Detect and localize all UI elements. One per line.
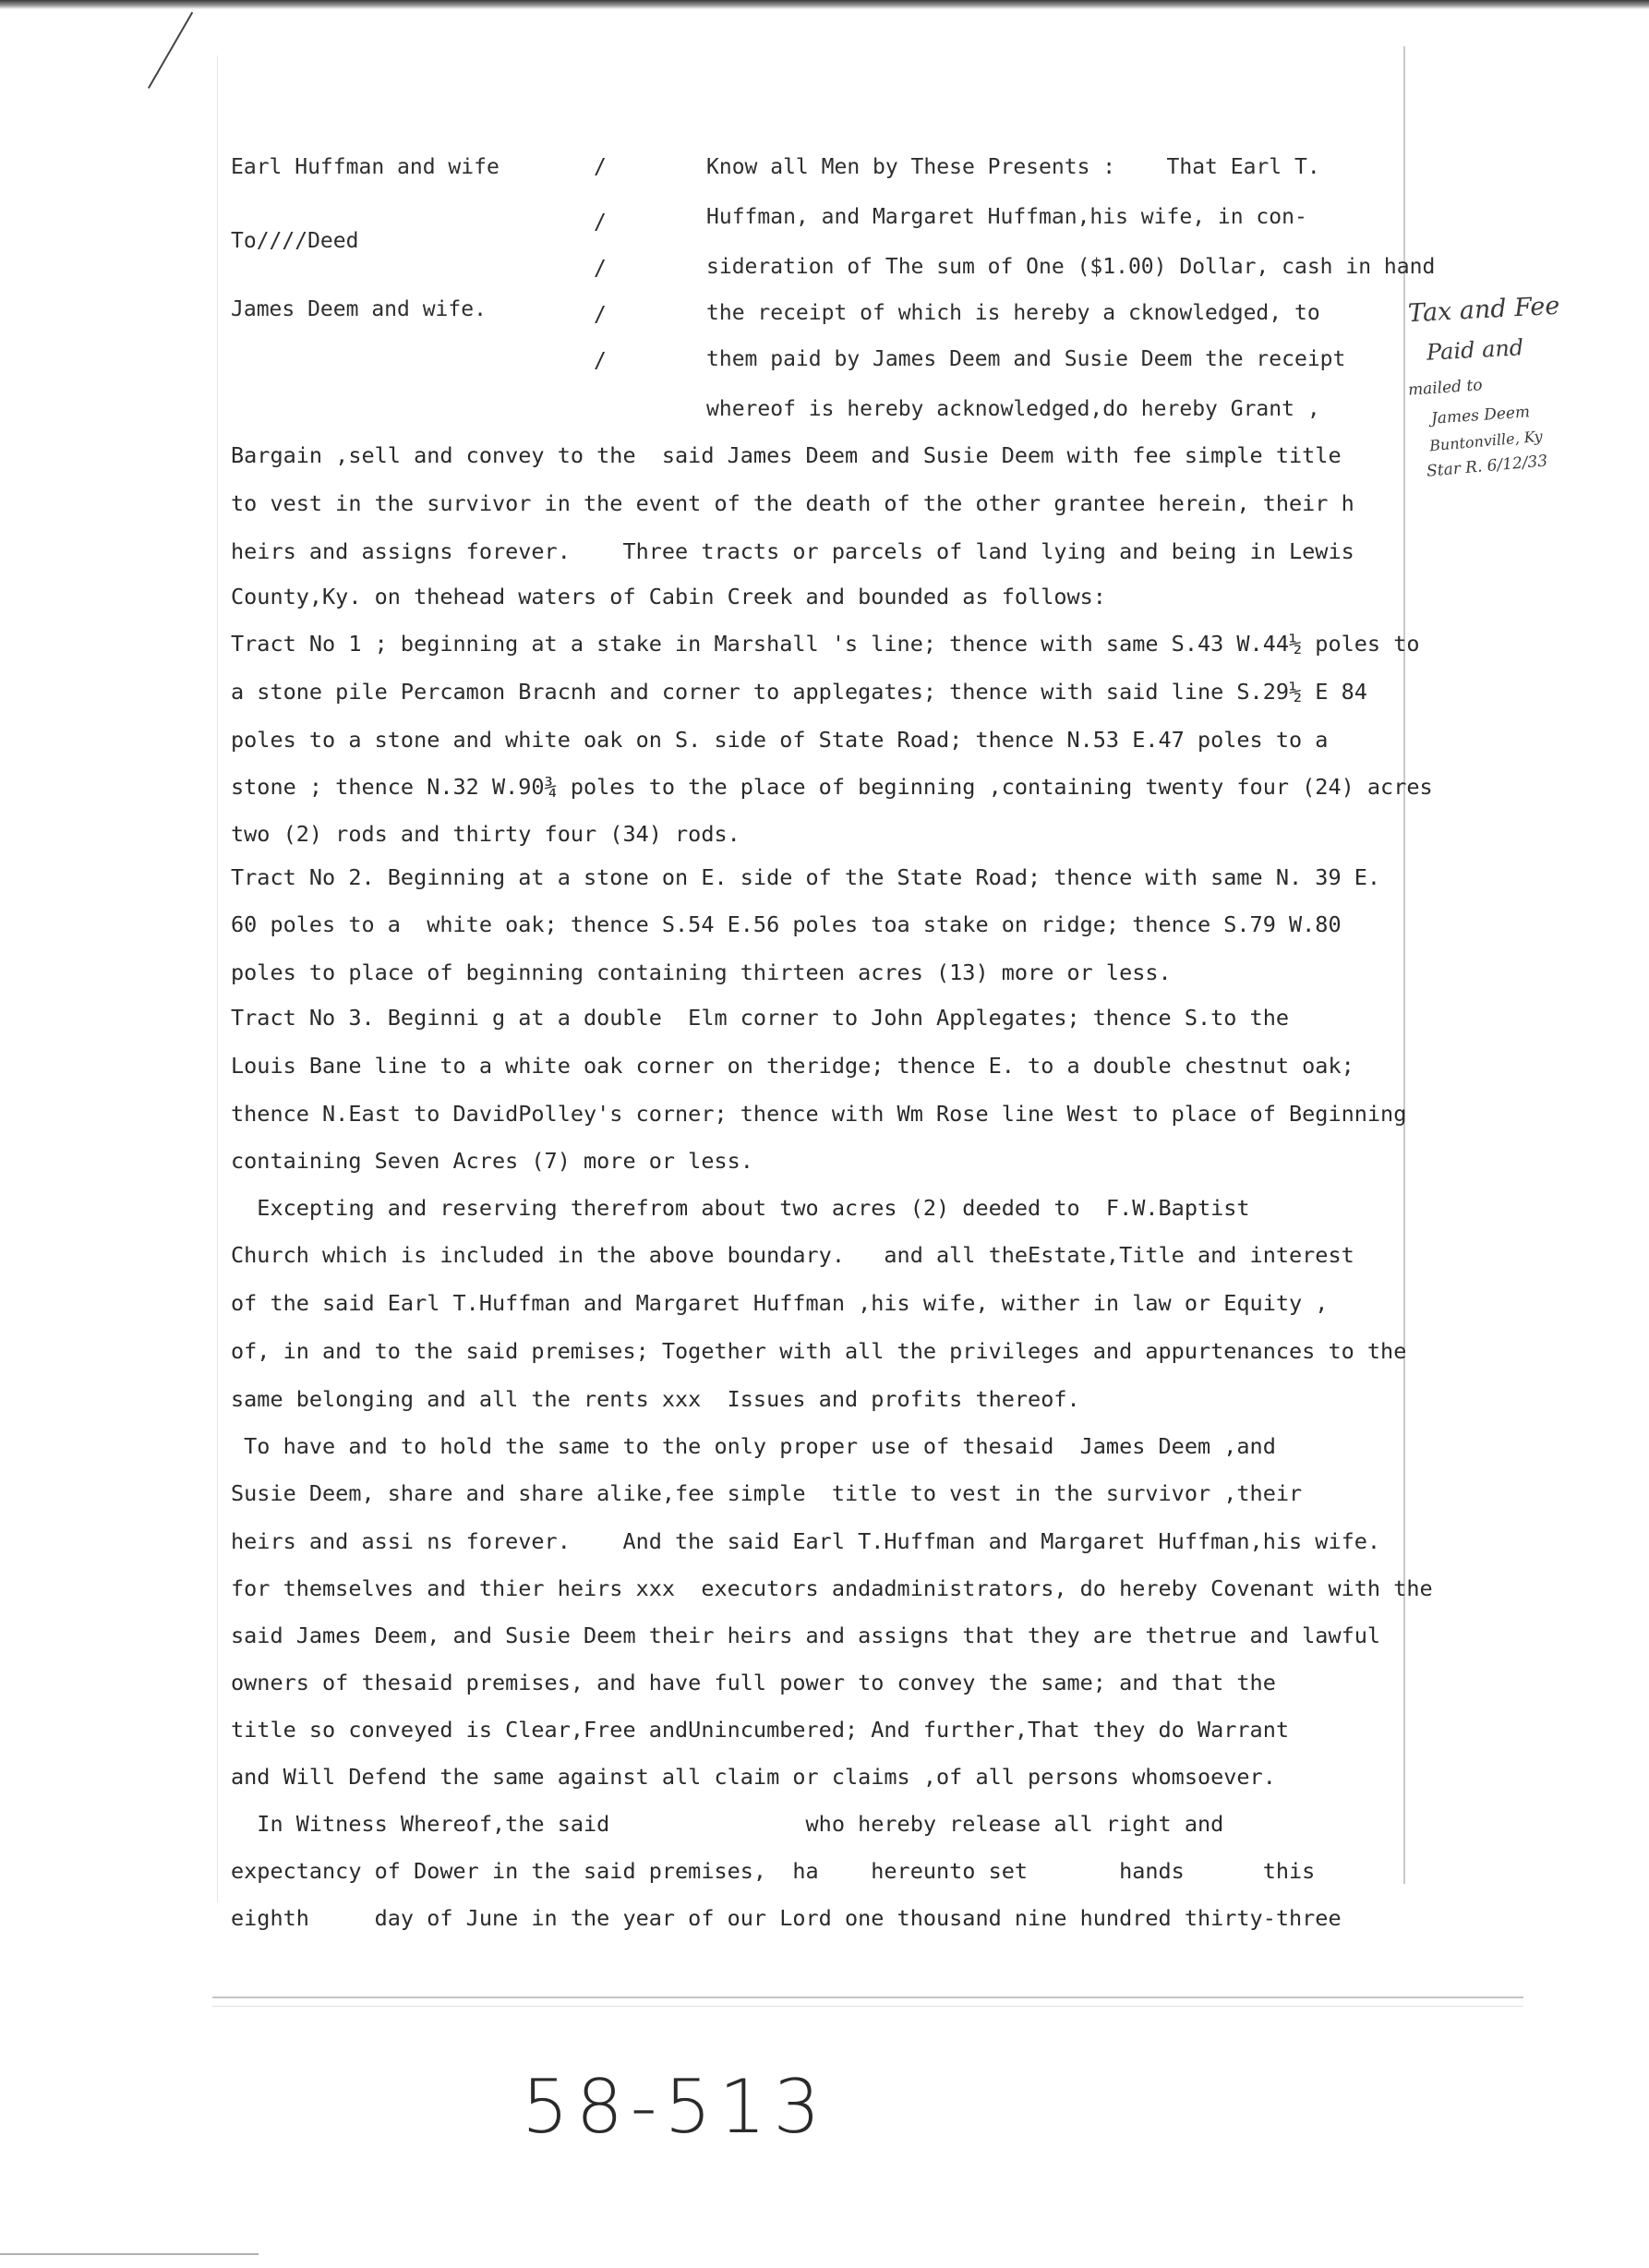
body-line: thence N.East to DavidPolley's corner; thence with Wm Rose line West to place of Beginning <box>231 1101 1407 1127</box>
body-line: Susie Deem, share and share alike,fee simple title to vest in the survivor ,their <box>231 1480 1303 1506</box>
margin-note-line: mailed to <box>1407 376 1484 400</box>
margin-note-line: James Deem <box>1430 403 1531 428</box>
body-line: Tract No 1 ; beginning at a stake in Marshall 's line; thence with same S.43 W.44½ poles to <box>231 631 1420 657</box>
preamble-line: whereof is hereby acknowledged,do hereby Grant , <box>706 397 1320 421</box>
body-line: poles to a stone and white oak on S. side of State Road; thence N.53 E.47 poles to a <box>231 727 1329 753</box>
caption-slash: / <box>594 257 607 281</box>
body-line: heirs and assi ns forever. And the said Earl T.Huffman and Margaret Huffman,his wife. <box>231 1528 1381 1554</box>
body-line: containing Seven Acres (7) more or less. <box>231 1148 753 1174</box>
left-margin-rule <box>217 55 218 1902</box>
body-line: Excepting and reserving therefrom about two acres (2) deeded to F.W.Baptist <box>231 1195 1250 1221</box>
caption-slash: / <box>594 211 607 235</box>
margin-note-line: Buntonville, Ky <box>1428 427 1544 455</box>
body-line: said James Deem, and Susie Deem their heirs and assigns that they are thetrue and lawful <box>231 1623 1381 1648</box>
body-line: a stone pile Percamon Bracnh and corner to applegates; thence with said line S.29½ E 84 <box>231 679 1367 705</box>
body-line: Bargain ,sell and convey to the said James Deem and Susie Deem with fee simple title <box>231 442 1342 468</box>
body-line: eighth day of June in the year of our Lord one thousand nine hundred thirty-three <box>231 1905 1342 1931</box>
body-line: In Witness Whereof,the said who hereby release all right and <box>231 1811 1224 1837</box>
grantee-caption: James Deem and wife. <box>231 297 487 321</box>
caption-slash: / <box>594 303 607 327</box>
margin-note-line: Paid and <box>1426 334 1524 366</box>
body-line: poles to place of beginning containing thirteen acres (13) more or less. <box>231 959 1172 985</box>
body-line: Tract No 2. Beginning at a stone on E. side of the State Road; thence with same N. 39 E. <box>231 864 1381 890</box>
body-line: Church which is included in the above boundary. and all theEstate,Title and interest <box>231 1242 1354 1268</box>
body-line: 60 poles to a white oak; thence S.54 E.56 poles toa stake on ridge; thence S.79 W.80 <box>231 911 1342 937</box>
body-line: of, in and to the said premises; Together with all the privileges and appurtenances to the <box>231 1338 1407 1364</box>
preamble-line: sideration of The sum of One ($1.00) Dollar, cash in hand <box>706 255 1436 279</box>
body-line: two (2) rods and thirty four (34) rods. <box>231 821 740 847</box>
body-line: County,Ky. on thehead waters of Cabin Creek and bounded as follows: <box>231 584 1106 609</box>
scan-edge <box>0 0 1649 9</box>
preamble-line: them paid by James Deem and Susie Deem the receipt <box>706 347 1346 371</box>
preamble-line: the receipt of which is hereby a cknowledged, to <box>706 301 1320 325</box>
bottom-rule <box>212 2006 1523 2007</box>
preamble-line: Know all Men by These Presents : That Earl T. <box>706 155 1320 179</box>
body-line: Louis Bane line to a white oak corner on theridge; thence E. to a double chestnut oak; <box>231 1053 1354 1079</box>
pen-mark <box>148 12 193 89</box>
grantor-caption: Earl Huffman and wife <box>231 155 500 179</box>
body-line: stone ; thence N.32 W.90¾ poles to the place of beginning ,containing twenty four (24) acres <box>231 774 1433 800</box>
body-line: heirs and assigns forever. Three tracts or parcels of land lying and being in Lewis <box>231 538 1354 564</box>
margin-note-line: Star R. 6/12/33 <box>1426 452 1548 481</box>
body-line: Tract No 3. Beginni g at a double Elm corner to John Applegates; thence S.to the <box>231 1005 1290 1031</box>
body-line: to vest in the survivor in the event of the death of the other grantee herein, their h <box>231 490 1354 516</box>
instrument-caption: To////Deed <box>231 229 359 253</box>
body-line: same belonging and all the rents xxx Issues and profits thereof. <box>231 1386 1080 1412</box>
caption-slash: / <box>594 155 607 179</box>
body-line: owners of thesaid premises, and have full power to convey the same; and that the <box>231 1670 1276 1695</box>
body-line: expectancy of Dower in the said premises, ha hereunto set hands this <box>231 1858 1316 1884</box>
body-line: of the said Earl T.Huffman and Margaret Huffman ,his wife, wither in law or Equity , <box>231 1290 1329 1316</box>
bottom-rule <box>212 1997 1523 1998</box>
margin-note-line: Tax and Fee <box>1407 291 1561 329</box>
scan-foot-rule <box>0 2253 259 2255</box>
body-line: To have and to hold the same to the only proper use of thesaid James Deem ,and <box>231 1433 1276 1459</box>
caption-slash: / <box>594 349 607 373</box>
preamble-line: Huffman, and Margaret Huffman,his wife, in con- <box>706 205 1307 229</box>
body-line: and Will Defend the same against all claim or claims ,of all persons whomsoever. <box>231 1764 1276 1790</box>
body-line: title so conveyed is Clear,Free andUnincumbered; And further,That they do Warrant <box>231 1717 1290 1743</box>
catalog-number: 58-513 <box>522 2064 828 2150</box>
body-line: for themselves and thier heirs xxx executors andadministrators, do hereby Covenant with the <box>231 1575 1433 1601</box>
